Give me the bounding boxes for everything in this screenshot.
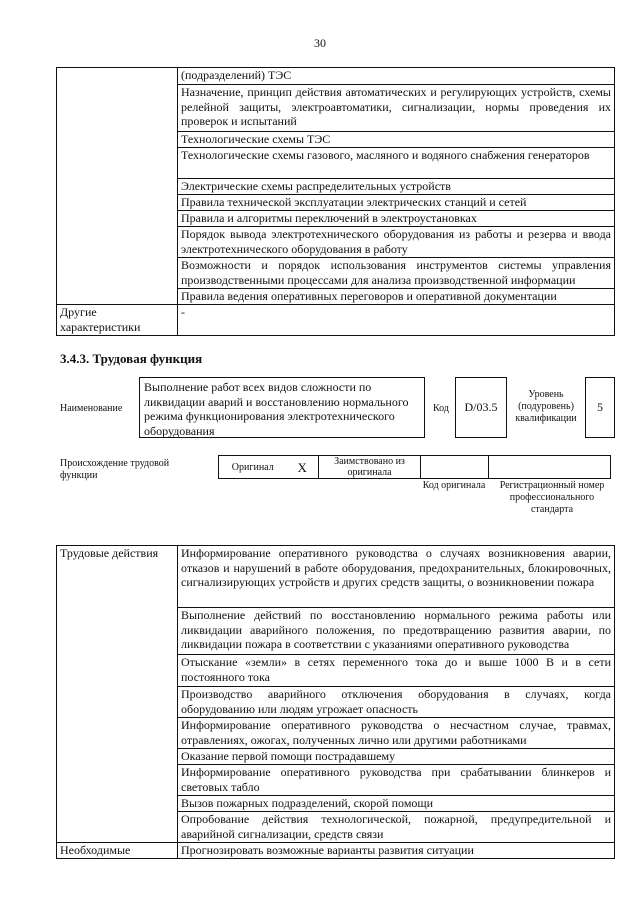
knowledge-label-cell (57, 68, 178, 305)
table-cell: Опробование действия технологической, пожарной, предупредительной и аварийной сигнализации, средств связи (178, 812, 615, 843)
table-cell: Информирование оперативного руководства при срабатывании блинкеров и световых табло (178, 765, 615, 796)
table-cell: Вызов пожарных подразделений, скорой помощи (178, 796, 615, 812)
knowledge-table (56, 67, 615, 336)
table-cell: Правила технической эксплуатации электрических станций и сетей (178, 195, 615, 211)
table-row (219, 456, 611, 479)
table-cell: Оказание первой помощи пострадавшему (178, 749, 615, 765)
table-cell: Электрические схемы распределительных устройств (178, 179, 615, 195)
name-label: Наименование (60, 403, 123, 414)
origin-reg-cell (489, 456, 611, 479)
actions-table (56, 545, 615, 859)
original-mark: X (287, 456, 319, 479)
table-cell: Правила ведения оперативных переговоров и оперативной документации (178, 289, 615, 305)
table-cell: Технологические схемы ТЭС (178, 132, 615, 148)
table-row (57, 68, 615, 85)
page-number: 30 (314, 36, 326, 50)
table-cell: Возможности и порядок использования инструментов системы управления производственными процессами для анализа производственной информации (178, 258, 615, 289)
skills-label: Необходимые (57, 843, 178, 859)
level-label: Уровень (подуровень) квалификации (515, 389, 577, 424)
other-characteristics-label: Другие характеристики (57, 305, 178, 336)
origin-label: Происхождение трудовой функции (60, 458, 170, 481)
other-characteristics-value: - (178, 305, 615, 336)
table-cell: Производство аварийного отключения оборудования в случаях, когда оборудованию или людям угрожает опасность (178, 687, 615, 718)
table-row (57, 546, 615, 608)
borrowed-label: Заимствовано из оригинала (319, 456, 421, 479)
section-heading: 3.4.3. Трудовая функция (60, 351, 203, 366)
table-cell: Технологические схемы газового, масляного и водяного снабжения генераторов (178, 148, 615, 179)
origin-code-cell (421, 456, 489, 479)
table-cell: (подразделений) ТЭС (178, 68, 615, 85)
function-name-box: Выполнение работ всех видов сложности по ликвидации аварий и восстановлению нормального режима функционирования электротехнического оборудования (139, 377, 425, 438)
reg-number-caption: Регистрационный номер профессионального стандарта (499, 480, 605, 515)
table-cell: Правила и алгоритмы переключений в электроустановках (178, 211, 615, 227)
table-row (57, 305, 615, 336)
table-cell: Назначение, принцип действия автоматических и регулирующих устройств, схемы релейной защиты, электроавтоматики, сигнализации, нормы проведения их проверок и испытаний (178, 85, 615, 132)
table-cell: Информирование оперативного руководства о несчастном случае, травмах, отравлениях, ожогах, полученных лично или другими работниками (178, 718, 615, 749)
level-value: 5 (585, 377, 615, 438)
table-cell: Отыскание «земли» в сетях переменного тока до и выше 1000 В и в сети постоянного тока (178, 655, 615, 687)
actions-label: Трудовые действия (57, 546, 178, 843)
table-row (57, 843, 615, 859)
table-cell: Порядок вывода электротехнического оборудования из работы и резерва и ввода электротехнического оборудования в работу (178, 227, 615, 258)
code-label: Код (433, 403, 449, 414)
table-cell: Прогнозировать возможные варианты развития ситуации (178, 843, 615, 859)
table-cell: Информирование оперативного руководства о случаях возникновения аварии, отказов и нарушений в работе оборудования, предохранительных, блокировочных, сигнализирующих устройств и других средств защиты, о возникновении пожара (178, 546, 615, 608)
original-label: Оригинал (219, 456, 287, 479)
origin-code-caption: Код оригинала (422, 480, 486, 491)
code-value: D/03.5 (455, 377, 507, 438)
origin-table (218, 455, 611, 479)
table-cell: Выполнение действий по восстановлению нормального режима работы или ликвидации аварийного положения, по предотвращению развития аварии, по ликвидации пожара в соответствии с указаниями оперативного руководства (178, 608, 615, 655)
